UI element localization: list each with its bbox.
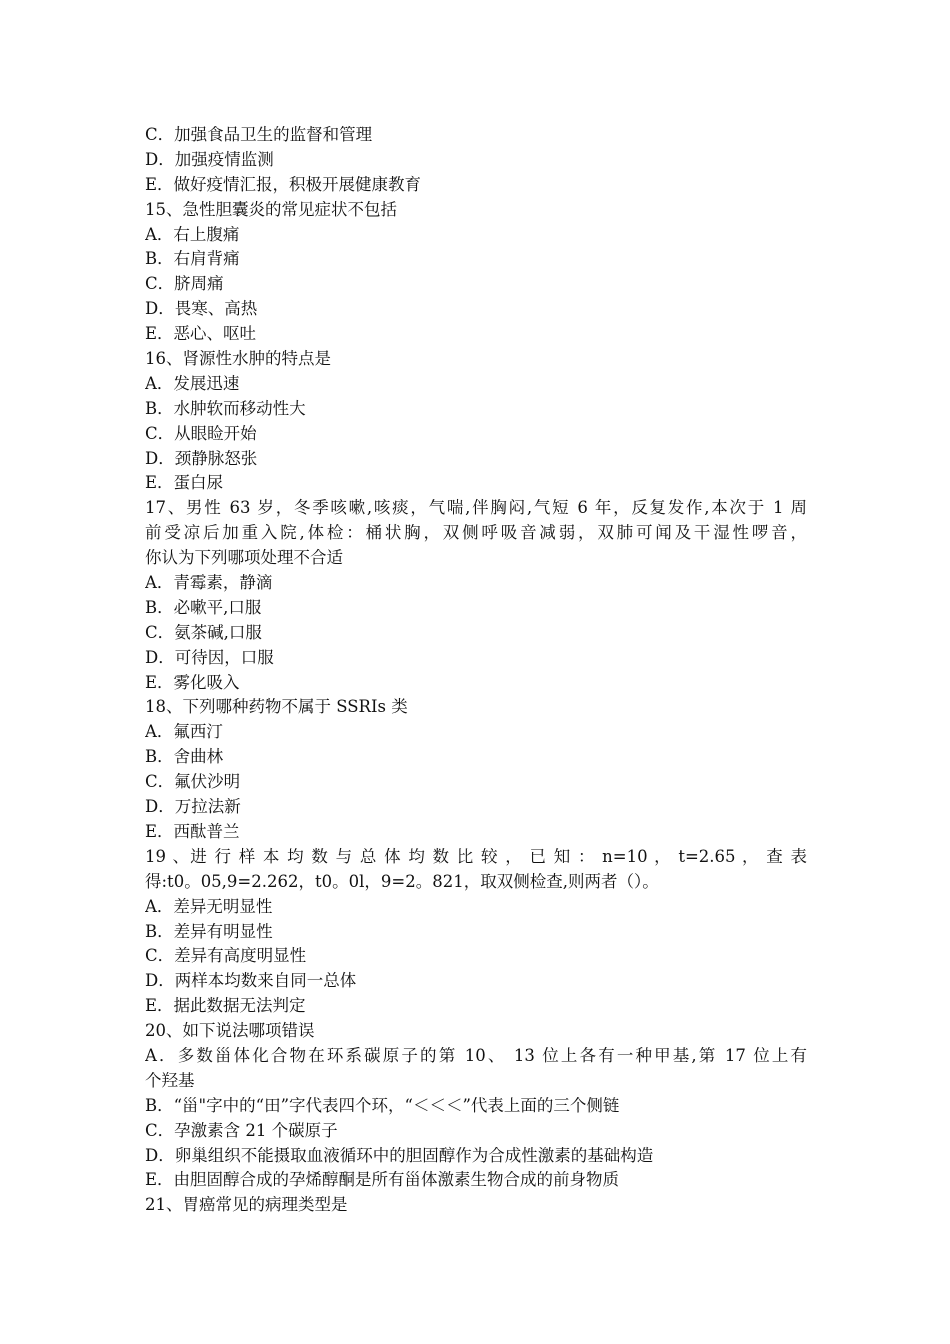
option-text: D．万拉法新 xyxy=(145,797,241,817)
document-body xyxy=(145,123,807,1218)
option-text: C．差异有高度明显性 xyxy=(145,946,307,966)
question-20: 20、如下说法哪项错误 xyxy=(145,1021,315,1041)
option-text: A．青霉素，静滴 xyxy=(145,573,273,593)
option-text: A．氟西汀 xyxy=(145,722,223,742)
option-text: E．雾化吸入 xyxy=(145,672,240,692)
option-text: B．水肿软而移动性大 xyxy=(145,398,306,418)
option-text: E．做好疫情汇报，积极开展健康教育 xyxy=(145,174,422,194)
option-text: C．氨茶碱,口服 xyxy=(145,622,262,642)
option-text: D．颈静脉怒张 xyxy=(145,448,258,468)
option-text: C．孕激素含 21 个碳原子 xyxy=(145,1120,338,1140)
option-text: E．西酞普兰 xyxy=(145,821,240,841)
option-text: A．发展迅速 xyxy=(145,373,240,393)
question-17-line-1: 17、男性 63 岁，冬季咳嗽,咳痰，气喘,伴胸闷,气短 6 年，反复发作,本次于 1 周 xyxy=(145,498,807,518)
option-text: A．差异无明显性 xyxy=(145,896,273,916)
option-text: B．舍曲林 xyxy=(145,747,224,767)
option-text: E．据此数据无法判定 xyxy=(145,996,306,1016)
option-text: B．差异有明显性 xyxy=(145,921,273,941)
question-16: 16、肾源性水肿的特点是 xyxy=(145,349,331,369)
option-text: C．加强食品卫生的监督和管理 xyxy=(145,125,373,144)
option-text: E．由胆固醇合成的孕烯醇酮是所有甾体激素生物合成的前身物质 xyxy=(145,1170,620,1190)
option-text: B．“甾"字中的“田”字代表四个环，“＜＜＜”代表上面的三个侧链 xyxy=(145,1095,620,1115)
option-text: B．必嗽平,口服 xyxy=(145,597,262,617)
question-17-line-2: 前受凉后加重入院,体检：桶状胸，双侧呼吸音减弱，双肺可闻及干湿性啰音， xyxy=(145,523,807,543)
question-19-line-1: 19 、进 行 样 本 均 数 与 总 体 均 数 比 较 ， 已 知 ： n=10 ， t=2.65 ， 查 表 xyxy=(145,846,807,866)
option-text: D．两样本均数来自同一总体 xyxy=(145,971,357,991)
option-text-line-1: A．多数甾体化合物在环系碳原子的第 10、 13 位上各有一种甲基,第 17 位上有 xyxy=(145,1045,807,1065)
question-18: 18、下列哪种药物不属于 SSRIs 类 xyxy=(145,697,408,717)
option-text: C．氟伏沙明 xyxy=(145,772,241,792)
option-text-line-2: 个羟基 xyxy=(145,1070,195,1090)
question-17-line-3: 你认为下列哪项处理不合适 xyxy=(145,548,343,568)
option-text: D．卵巢组织不能摄取血液循环中的胆固醇作为合成性激素的基础构造 xyxy=(145,1145,654,1165)
question-19-line-2: 得:t0。05,9=2.262，t0。0l，9=2。821，取双侧检查,则两者（）。 xyxy=(145,871,659,891)
question-21: 21、胃癌常见的病理类型是 xyxy=(145,1195,348,1215)
option-text: C．脐周痛 xyxy=(145,274,224,294)
question-15: 15、急性胆囊炎的常见症状不包括 xyxy=(145,199,397,219)
option-text: D．加强疫情监测 xyxy=(145,149,274,169)
option-text: C．从眼睑开始 xyxy=(145,423,257,443)
option-text: E．蛋白尿 xyxy=(145,473,224,493)
option-text: A．右上腹痛 xyxy=(145,224,240,244)
option-text: B．右肩背痛 xyxy=(145,249,240,269)
option-text: D．可待因，口服 xyxy=(145,647,274,667)
option-text: E．恶心、呕吐 xyxy=(145,324,257,344)
option-text: D．畏寒、高热 xyxy=(145,299,258,319)
